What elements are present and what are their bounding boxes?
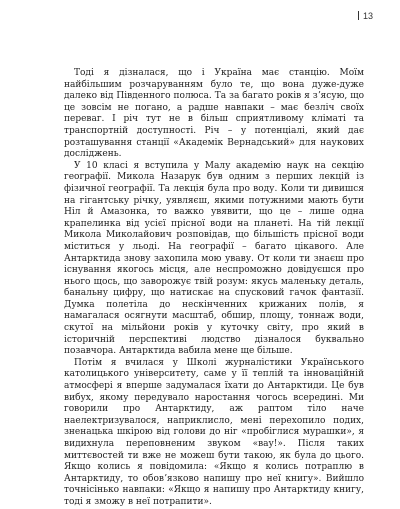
page-number xyxy=(358,11,373,21)
paragraph-2: У 10 класі я вступила у Малу академію наук на секцію географії. Микола Назарук був одним з перших лекцій із фізичної географії. Та лекція була про воду. Коли ти дивишся на гігантську річку, уявляєш, якими потужними мають бути Ніл й Амазонка, то важко увявити, що це – лише одна крапелинка від усієї прісної води на планеті. На тій лекції Микола Миколайович розповідав, що більшість прісної води міститься у льоді. На географії – багато цікавого. Але Антарктида знову захопила мою уваву. От коли ти знаєш про існування якогось місця, але неспроможно довідуєшся про нього щось, що заворожує твій розум: якусь маленьку деталь, банальну цифру, що натискає на спусковий гачок фантазії. Думка полетіла до нескінченних крижаних полів, я намагалася осягнути масштаб, обшир, площу, тоннаж води, скутої на мільйони років у куточку світу, про який в історичній перспективі людство дізналося буквально позавчора. Антарктида вабила мене ще більше. xyxy=(64,160,364,357)
paragraph-1: Тоді я дізналася, що і Україна має станцію. Моїм найбільшим розчаруванням було те, що вона дуже-дуже далеко від Південного полюса. Та за багато років я зʼясую, що це зовсім не погано, а радше навпаки – має безліч своїх переваг. І річ тут не в більш сприятливому кліматі та транспортній доступності. Річ – у потенціалі, який дає розташування станції «Академік Вернадський» для наукових досліджень. xyxy=(64,68,364,160)
page-number-divider xyxy=(358,11,359,20)
paragraph-3: Потім я вчилася у Школі журналістики Українського католицького університету, саме у її теплій та інноваційній атмосфері я вперше задумалася їхати до Антарктиди. Це був вибух, якому передувало наростання чогось всередині. Ми говорили про Антарктиду, аж раптом тіло наче наелектризувалося, наприклисло, мені перехопило подих, зненацька шкірою від голови до ніг «пробіглися мурашки», я видихнула переповненим звуком «вау!». Після таких миттєвостей ти вже не можеш бути такою, як була до цього. Якщо колись я повідомила: «Якщо я колись потраплю в Антарктиду, то обовʼязково напишу про неї книгу». Вийшло точнісінько навпаки: «Якщо я напишу про Антарктиду книгу, тоді я зможу в неї потрапити». xyxy=(64,357,364,507)
body-text xyxy=(64,68,364,509)
page-number-value: 13 xyxy=(363,11,374,21)
